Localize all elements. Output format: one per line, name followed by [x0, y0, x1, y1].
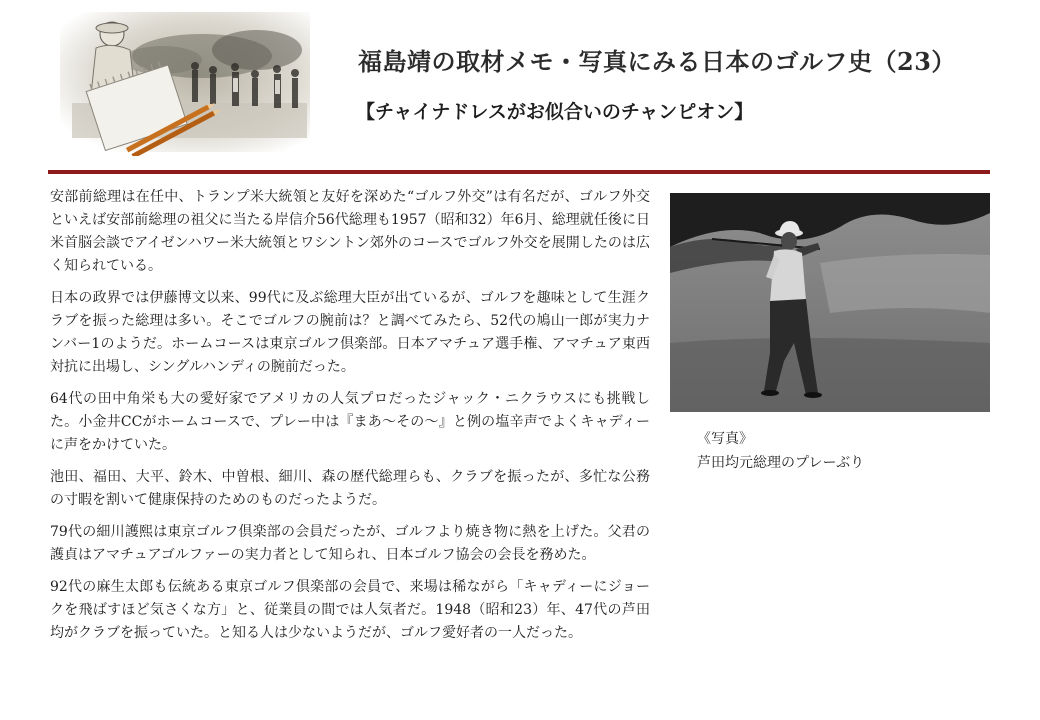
header-divider — [48, 170, 990, 174]
page-title: 福島靖の取材メモ・写真にみる日本のゴルフ史（23） — [358, 47, 956, 76]
article-paragraph: 79代の細川護熙は東京ゴルフ倶楽部の会員だったが、ゴルフより焼き物に熱を上げた。父君の護貞はアマチュアゴルファーの実力者として知られ、日本ゴルフ協会の会長を務めた。 — [50, 524, 650, 563]
article-paragraph: 92代の麻生太郎も伝統ある東京ゴルフ倶楽部の会員で、来場は稀ながら「キャディーにジョークを飛ばすほど気さくな方」と、従業員の間では人気者だ。1948（昭和23）年、47代の芦田均がクラブを振っていた。と知る人は少ないようだが、ゴルフ愛好者の一人だった。 — [50, 579, 650, 641]
golfer-photo — [670, 193, 990, 412]
article-paragraph: 安部前総理は在任中、トランプ米大統領と友好を深めた“ゴルフ外交”は有名だが、ゴルフ外交といえば安部前総理の祖父に当たる岸信介56代総理も1957（昭和32）年6月、総理就任後に日米首脳会談でアイゼンハワー米大統領とワシントン郊外のコースでゴルフ外交を展開したのは広く知られている。 — [50, 189, 650, 274]
article-paragraph: 64代の田中角栄も大の愛好家でアメリカの人気プロだったジャック・ニクラウスにも挑戦した。小金井CCがホームコースで、プレー中は『まあ～その～』と例の塩辛声でよくキャディーに声をかけていた。 — [50, 391, 650, 453]
article-body — [50, 186, 650, 654]
page-subtitle: 【チャイナドレスがお似合いのチャンピオン】 — [356, 101, 754, 123]
article-paragraph: 池田、福田、大平、鈴木、中曽根、細川、森の歴代総理らも、クラブを振ったが、多忙な公務の寸暇を割いて健康保持のためのものだったようだ。 — [50, 469, 650, 508]
article-paragraph: 日本の政界では伊藤博文以来、99代に及ぶ総理大臣が出ているが、ゴルフを趣味として生涯クラブを振った総理は多い。そこでゴルフの腕前は？と調べてみたら、52代の鳩山一郎が実力ナンバー1のようだ。ホームコースは東京ゴルフ倶楽部。日本アマチュア選手権、アマチュア東西対抗に出場し、シングルハンディの腕前だった。 — [50, 290, 650, 375]
header-collage-image — [52, 8, 310, 156]
photo-caption-text: 芦田均元総理のプレーぶり — [697, 455, 865, 471]
photo-caption-label: 《写真》 — [697, 431, 753, 447]
